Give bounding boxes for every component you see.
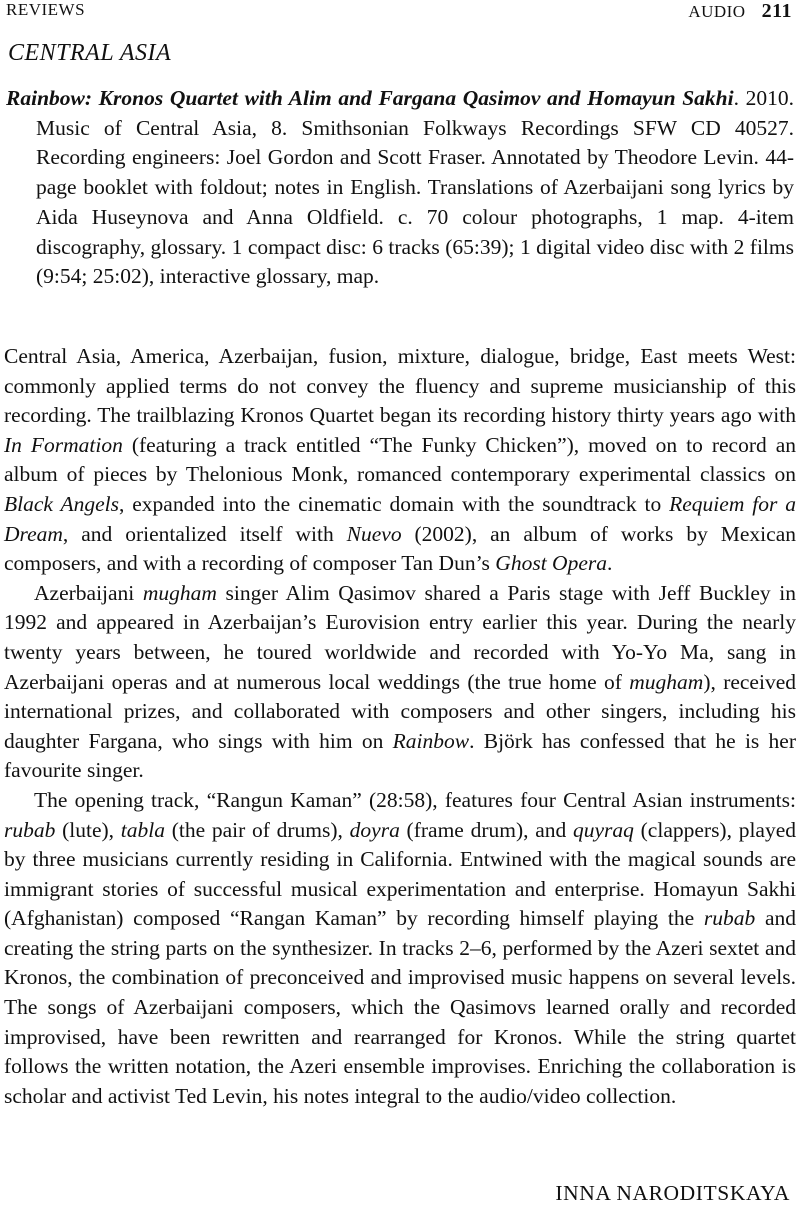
text-run: (featuring a track entitled “The Funky Chicken”), moved on to record an album of pieces by Thelonious Monk, romanced contemporary experimental classics on xyxy=(4,432,796,487)
italic-term: mugham xyxy=(142,580,217,605)
text-run: Central Asia, America, Azerbaijan, fusion, mixture, dialogue, bridge, East meets West: commonly applied terms do not convey the fluency and supreme musicianship of this recording. The trailblazing Kronos Quartet began its recording history thirty years ago with xyxy=(4,344,796,428)
citation-title: Rainbow: Kronos Quartet with Alim and Fargana Qasimov and Homayun Sakhi xyxy=(6,86,734,110)
text-run: (2002), an album of works by Mexican composers, and with a recording of composer Tan Dun’s xyxy=(4,521,796,576)
album-title: In Formation xyxy=(4,432,123,457)
page-number: 211 xyxy=(761,0,792,22)
italic-term: quyraq xyxy=(573,817,634,842)
review-citation xyxy=(6,84,794,292)
italic-term: tabla xyxy=(120,817,165,842)
italic-term: rubab xyxy=(4,817,56,842)
reviewer-byline: INNA NARODITSKAYA xyxy=(555,1181,790,1205)
album-title: Nuevo xyxy=(346,521,402,546)
work-title: Ghost Opera xyxy=(495,551,607,576)
text-run: (the pair of drums), xyxy=(164,817,350,842)
review-category-label: AUDIO xyxy=(688,2,746,21)
text-run: . xyxy=(606,551,613,576)
italic-term: doyra xyxy=(349,817,400,842)
review-body xyxy=(4,342,796,1111)
text-run: . Björk has confessed that he is her favourite singer. xyxy=(4,728,797,783)
film-title: Requiem for a Dream xyxy=(4,491,796,546)
album-title: Rainbow xyxy=(392,728,470,753)
text-run: , expanded into the cinematic domain with the soundtrack to xyxy=(118,491,670,516)
text-run: (frame drum), and xyxy=(399,817,573,842)
text-run: ), received international prizes, and collaborated with composers and other singers, including his daughter Fargana, who sings with him on xyxy=(4,669,796,753)
citation-details: . 2010. Music of Central Asia, 8. Smithsonian Folkways Recordings SFW CD 40527. Recording engineers: Joel Gordon and Scott Fraser. Annotated by Theodore Levin. 44-page booklet with foldout; notes in English. Translations of Azerbaijani song lyrics by Aida Huseynova and Anna Oldfield. c. 70 colour photographs, 1 map. 4-item discography, glossary. 1 compact disc: 6 tracks (65:39); 1 digital video disc with 2 films (9:54; 25:02), interactive glossary, map. xyxy=(36,86,795,289)
header-right xyxy=(688,0,792,23)
text-run: (lute), xyxy=(55,817,121,842)
journal-section-label: REVIEWS xyxy=(6,0,86,19)
italic-term: rubab xyxy=(703,906,756,931)
italic-term: mugham xyxy=(629,669,704,694)
section-heading: CENTRAL ASIA xyxy=(8,40,172,66)
album-title: Black Angels xyxy=(4,491,119,516)
running-header xyxy=(6,0,792,24)
text-run: , and orientalized itself with xyxy=(62,521,347,546)
text-run: and creating the string parts on the synthesizer. In tracks 2–6, performed by the Azeri sextet and Kronos, the combination of preconceived and improvised music happens on several levels. The songs of Azerbaijani composers, which the Qasimovs learned orally and recorded improvised, have been rewritten and rearranged for Kronos. While the string quartet follows the written notation, the Azeri ensemble improvises. Enriching the collaboration is scholar and activist Ted Levin, his notes integral to the audio/video collection. xyxy=(4,906,796,1108)
paragraph-3 xyxy=(4,786,796,1112)
text-run: Azerbaijani xyxy=(34,580,143,605)
text-run: The opening track, “Rangun Kaman” (28:58), features four Central Asian instruments: xyxy=(34,787,796,812)
text-run: (clappers), played by three musicians currently residing in California. Entwined with the magical sounds are immigrant stories of successful musical experimentation and enterprise. Homayun Sakhi (Afghanistan) composed “Rangan Kaman” by recording himself playing the xyxy=(4,817,797,931)
paragraph-1 xyxy=(4,342,796,579)
paragraph-2 xyxy=(4,579,796,786)
text-run: singer Alim Qasimov shared a Paris stage with Jeff Buckley in 1992 and appeared in Azerbaijan’s Eurovision entry earlier this year. During the nearly twenty years between, he toured worldwide and recorded with Yo-Yo Ma, sang in Azerbaijani operas and at numerous local weddings (the true home of xyxy=(4,580,796,694)
